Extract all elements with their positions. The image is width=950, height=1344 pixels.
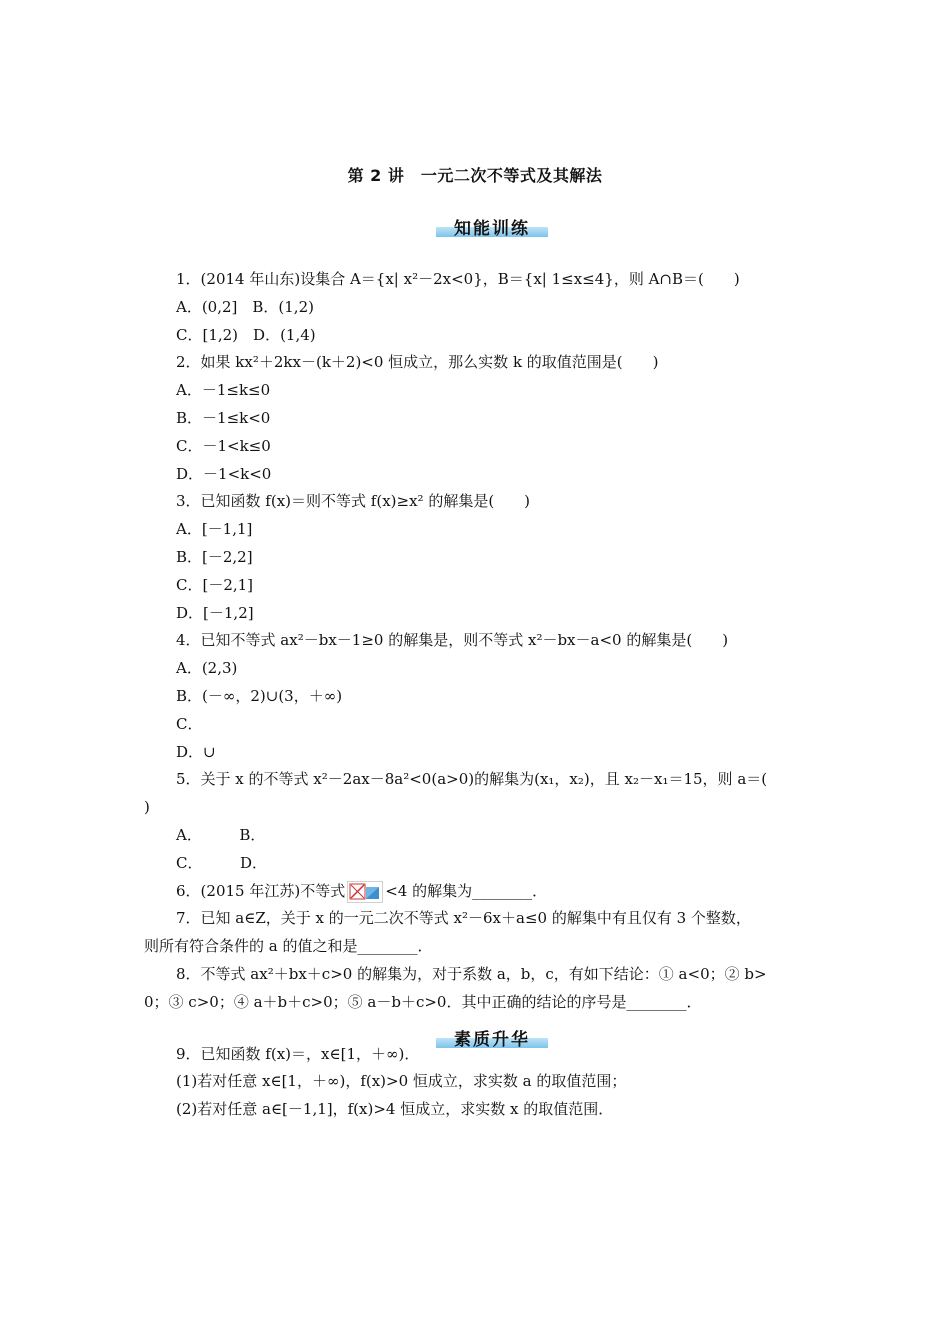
- question-line: 5．关于 x 的不等式 x²－2ax－8a²<0(a>0)的解集为(x₁，x₂)，且 x₂－x₁＝15，则 a＝(: [176, 770, 768, 789]
- problem-9: [144, 1041, 814, 1124]
- section-banner-improvement: [436, 1030, 548, 1052]
- question-line: 3．已知函数 f(x)＝则不等式 f(x)≥x² 的解集是( ): [176, 492, 531, 511]
- question-continuation: 0；③ c>0；④ a＋b＋c>0；⑤ a－b＋c>0．其中正确的结论的序号是________．: [144, 992, 702, 1011]
- banner-label: 素质升华: [454, 1030, 530, 1050]
- answer-option-line: D．－1<k<0: [176, 464, 272, 483]
- answer-option-line: A．－1≤k≤0: [176, 381, 271, 400]
- question-continuation: 则所有符合条件的 a 的值之和是________．: [144, 937, 433, 956]
- question-continuation: ): [144, 798, 150, 817]
- question-line: 7．已知 a∈Z，关于 x 的一元二次不等式 x²－6x＋a≤0 的解集中有且仅有 3 个整数，: [176, 909, 751, 928]
- problems-7-to-8: [144, 905, 814, 1016]
- answer-option-line: (1)若对任意 x∈[1，＋∞)，f(x)>0 恒成立，求实数 a 的取值范围；: [176, 1072, 627, 1091]
- banner-label: 知能训练: [454, 219, 530, 239]
- question-line: 8．不等式 ax²＋bx＋c>0 的解集为，对于系数 a，b，c，有如下结论：① a<0；② b>: [176, 964, 767, 983]
- answer-option-line: A． B．: [176, 825, 266, 844]
- question-line: 1．(2014 年山东)设集合 A＝{x| x²－2x<0}，B＝{x| 1≤x≤4}，则 A∩B＝( ): [176, 270, 740, 288]
- answer-option-line: B．(－∞，2)∪(3，＋∞): [176, 686, 343, 705]
- formula-image-icon: [347, 881, 383, 903]
- answer-option-line: B．－1≤k<0: [176, 408, 271, 427]
- page-title: 第 2 讲 一元二次不等式及其解法: [347, 166, 603, 185]
- problem-6: [144, 878, 814, 906]
- answer-option-line: B．[－2,2]: [176, 547, 253, 566]
- problem-6-prefix: 6．(2015 年江苏)不等式: [176, 881, 346, 900]
- answer-option-line: C． D．: [176, 853, 268, 872]
- section-banner-training: [436, 219, 548, 241]
- answer-option-line: D．[－1,2]: [176, 603, 254, 622]
- problem-6-suffix: <4 的解集为________．: [385, 881, 548, 900]
- question-line: 9．已知函数 f(x)＝，x∈[1，＋∞)．: [176, 1044, 420, 1063]
- answer-option-line: A．(0,2] B．(1,2): [176, 297, 314, 316]
- answer-option-line: D．∪: [176, 742, 216, 761]
- answer-option-line: C．[－2,1]: [176, 575, 254, 594]
- answer-option-line: A．(2,3): [176, 659, 238, 678]
- question-line: 2．如果 kx²＋2kx－(k＋2)<0 恒成立，那么实数 k 的取值范围是( ): [176, 353, 659, 372]
- answer-option-line: A．[－1,1]: [176, 520, 253, 539]
- problem-list: [144, 266, 814, 1124]
- problems-1-to-5: [144, 266, 814, 878]
- answer-option-line: C．－1<k≤0: [176, 436, 271, 455]
- answer-option-line: (2)若对任意 a∈[－1,1]，f(x)>4 恒成立，求实数 x 的取值范围．: [176, 1100, 614, 1119]
- answer-option-line: C．[1,2) D．(1,4): [176, 325, 316, 344]
- question-line: 4．已知不等式 ax²－bx－1≥0 的解集是，则不等式 x²－bx－a<0 的解集是( ): [176, 631, 729, 650]
- answer-option-line: C．: [176, 714, 203, 733]
